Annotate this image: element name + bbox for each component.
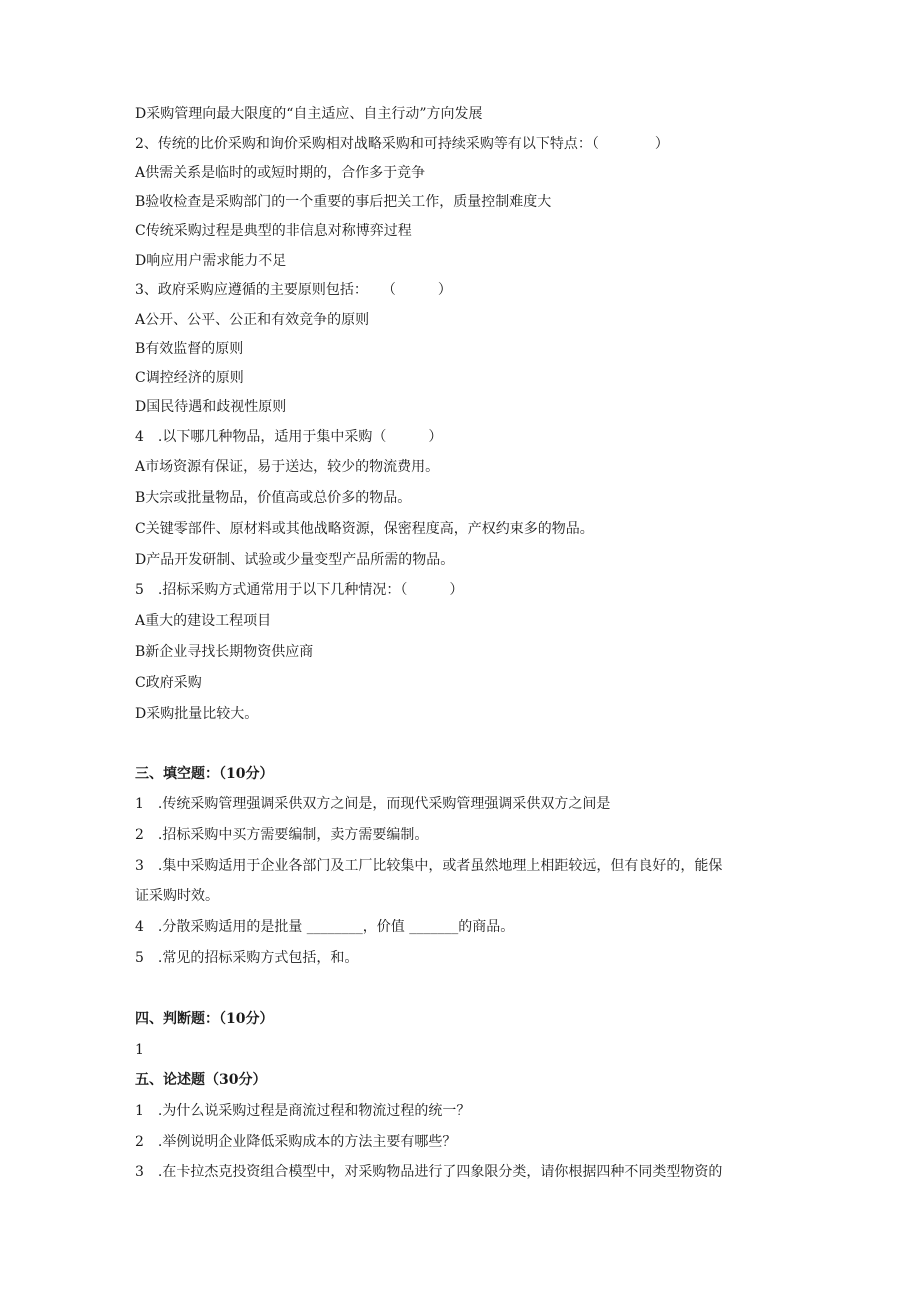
q5-option-c: C政府采购 [135,675,202,691]
q3-option-a: A公开、公平、公正和有效竞争的原则 [135,312,370,328]
judge-item-1: 1 [135,1042,144,1058]
q4-option-a: A市场资源有保证，易于送达，较少的物流费用。 [135,459,440,475]
q1-option-d: D采购管理向最大限度的“自主适应、自主行动”方向发展 [135,106,483,122]
q3-option-b: B有效监督的原则 [135,341,244,357]
essay-item-2: 2 .举例说明企业降低采购成本的方法主要有哪些？ [135,1134,457,1150]
q2-option-c: C传统采购过程是典型的非信息对称博弈过程 [135,223,412,239]
essay-heading: 五、论述题（30分） [135,1072,267,1088]
q2-option-b: B验收检查是采购部门的一个重要的事后把关工作，质量控制难度大 [135,194,552,210]
q5-stem: 5 .招标采购方式通常用于以下几种情况：（ ） [135,582,464,598]
q2-stem: 2、传统的比价采购和询价采购相对战略采购和可持续采购等有以下特点：（ ） [135,136,669,152]
fill-item-3: 3 .集中采购适用于企业各部门及工厂比较集中，或者虽然地理上相距较远，但有良好的，能保 [135,858,723,874]
q2-option-d: D响应用户需求能力不足 [135,253,287,269]
fill-item-3-cont: 证采购时效。 [135,888,219,904]
fill-item-4: 4 .分散采购适用的是批量 ________，价值 _______的商品。 [135,919,515,935]
q5-option-b: B新企业寻找长期物资供应商 [135,644,314,660]
q4-option-c: C关键零部件、原材料或其他战略资源，保密程度高，产权约束多的物品。 [135,521,594,537]
judge-heading: 四、判断题：（10分） [135,1011,274,1027]
fill-item-1: 1 .传统采购管理强调采供双方之间是，而现代采购管理强调采供双方之间是 [135,796,611,812]
q4-stem: 4 .以下哪几种物品，适用于集中采购（ ） [135,429,443,445]
essay-item-3: 3 .在卡拉杰克投资组合模型中，对采购物品进行了四象限分类，请你根据四种不同类型物资的 [135,1164,723,1180]
q3-option-c: C调控经济的原则 [135,370,244,386]
q4-option-d: D产品开发研制、试验或少量变型产品所需的物品。 [135,552,455,568]
q5-option-a: A重大的建设工程项目 [135,613,272,629]
essay-item-1: 1 .为什么说采购过程是商流过程和物流过程的统一？ [135,1103,471,1119]
q3-stem: 3、政府采购应遵循的主要原则包括： （ ） [135,282,452,298]
q3-option-d: D国民待遇和歧视性原则 [135,399,287,415]
q5-option-d: D采购批量比较大。 [135,706,259,722]
fill-heading: 三、填空题：（10分） [135,766,274,782]
q4-option-b: B大宗或批量物品，价值高或总价多的物品。 [135,490,412,506]
fill-item-5: 5 .常见的招标采购方式包括，和。 [135,950,359,966]
fill-item-2: 2 .招标采购中买方需要编制，卖方需要编制。 [135,827,429,843]
q2-option-a: A供需关系是临时的或短时期的，合作多于竞争 [135,165,426,181]
